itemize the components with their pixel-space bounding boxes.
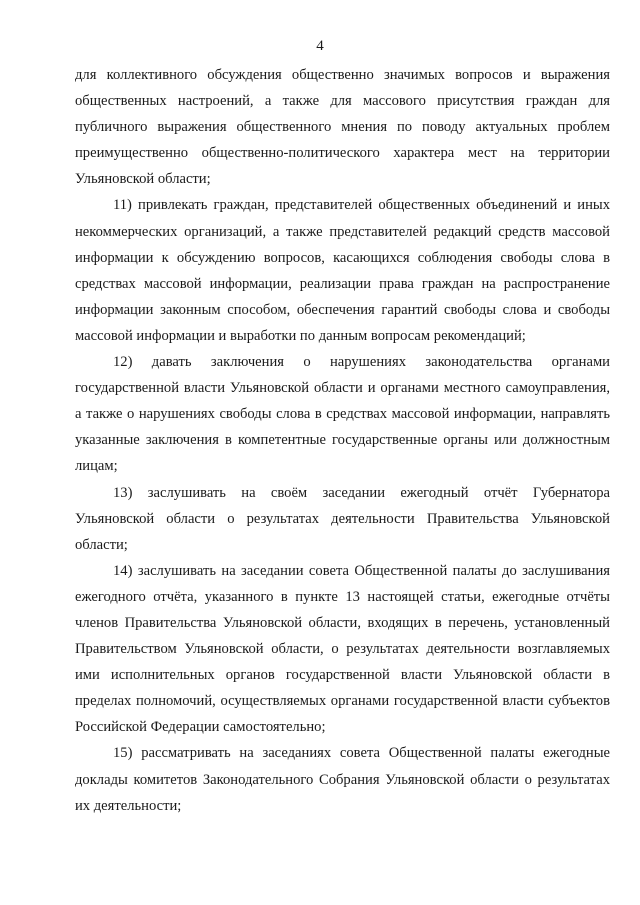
paragraph-item-14: 14) заслушивать на заседании совета Общественной палаты до заслушивания ежегодного отчёта, указанного в пункте 13 настоящей статьи, ежегодные отчёты членов Правительства Ульяновской области, входящих в перечень, установленный Правительством Ульяновской области, о результатах деятельности возглавляемых ими исполнительных органов государственной власти Ульяновской области в пределах полномочий, осуществляемых органами государственной власти субъектов Российской Федерации самостоятельно; [75,562,610,736]
page-number: 4 [316,38,324,54]
paragraph-item-15: 15) рассматривать на заседаниях совета Общественной палаты ежегодные доклады комитетов Законодательного Собрания Ульяновской области о результатах их деятельности; [75,745,610,814]
paragraph-item-12: 12) давать заключения о нарушениях законодательства органами государственной власти Ульяновской области и органами местного самоуправления, а также о нарушениях свободы слова в средствах массовой информации, направлять указанные заключения в компетентные государственные органы или должностным лицам; [75,354,610,475]
paragraph-item-13: 13) заслушивать на своём заседании ежегодный отчёт Губернатора Ульяновской области о результатах деятельности Правительства Ульяновской области; [75,484,610,553]
paragraph-continuation: для коллективного обсуждения общественно значимых вопросов и выражения общественных настроений, а также для массового присутствия граждан для публичного выражения общественного мнения по поводу актуальных проблем преимущественно общественно-политического характера мест на территории Ульяновской области; [75,67,610,188]
paragraph-item-11: 11) привлекать граждан, представителей общественных объединений и иных некоммерческих организаций, а также представителей редакций средств массовой информации к обсуждению вопросов, касающихся соблюдения свободы слова в средствах массовой информации, реализации права граждан на распространение информации законным способом, обеспечения гарантий свободы слова и свободы массовой информации и выработки по данным вопросам рекомендаций; [75,197,610,344]
document-body [75,62,610,819]
